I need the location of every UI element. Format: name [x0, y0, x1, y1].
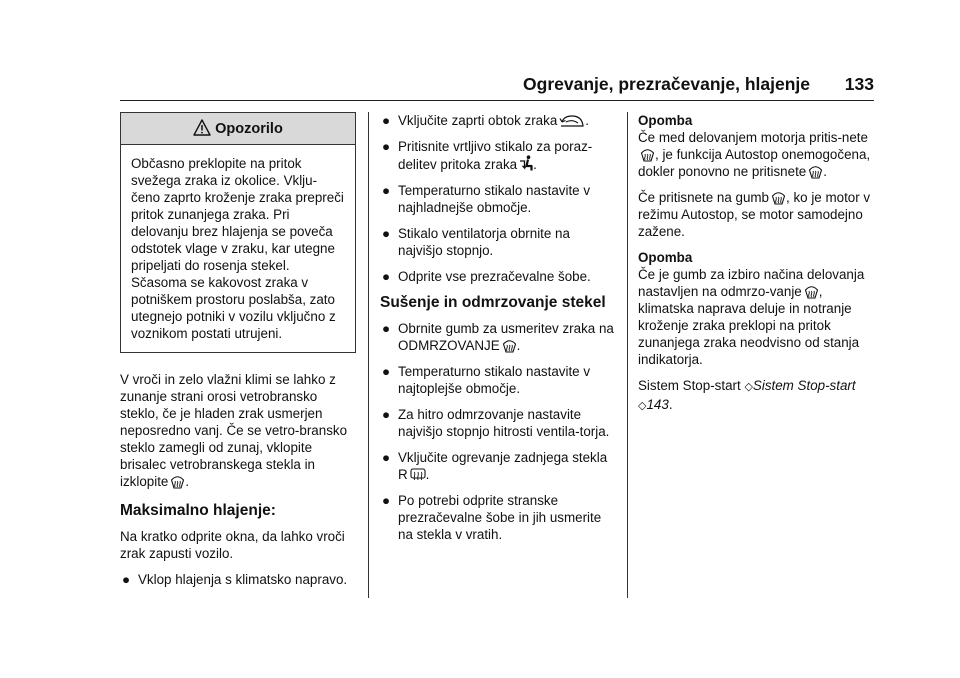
note-text-part: , je funkcija Autostop onemogočena, dokler ponovno ne pritisnete	[638, 147, 871, 179]
list-item	[380, 225, 616, 259]
list-item	[380, 320, 616, 354]
punct: .	[185, 474, 190, 489]
list-item	[380, 268, 616, 285]
rear-window-defrost-icon	[410, 467, 426, 482]
list-item	[380, 112, 616, 129]
airflow-floor-icon	[519, 155, 533, 172]
note-text	[638, 129, 874, 180]
bullet: ●	[382, 321, 391, 336]
reference-arrow-icon: ◇	[744, 381, 753, 393]
list-item	[380, 406, 616, 440]
list-item-text: Vključite ogrevanje zadnjega stekla R	[398, 450, 608, 482]
punct: .	[425, 467, 430, 482]
bullet: ●	[382, 493, 391, 508]
windshield-defrost-icon	[502, 337, 517, 353]
recirculation-icon	[559, 114, 585, 128]
column-right	[638, 112, 874, 424]
bullet: ●	[382, 226, 391, 241]
bullet: ●	[382, 139, 391, 154]
note-text-part: Če med delovanjem motorja pritis-nete	[638, 130, 868, 145]
punct: .	[516, 338, 521, 353]
note-title: Opomba	[638, 250, 693, 265]
heading-drying-defrosting: Sušenje in odmrzovanje stekel	[380, 294, 606, 311]
paragraph-text: , ko je motor v režimu Autostop, se motor samodejno zažene.	[638, 190, 871, 239]
list-item	[380, 363, 616, 397]
reference-text: Sistem Stop-start	[638, 378, 741, 393]
list-item-text: Obrnite gumb za usmeritev zraka na ODMRZOVANJE	[398, 321, 614, 353]
list-item	[380, 449, 616, 483]
list-item	[380, 182, 616, 216]
list-item-text: Po potrebi odprite stranske prezračevalne šobe in jih usmerite na stekla v vratih.	[398, 493, 602, 542]
warning-header	[121, 113, 355, 145]
warning-title: Opozorilo	[215, 121, 283, 137]
note-text	[638, 266, 874, 368]
page-section-title: Ogrevanje, prezračevanje, hlajenje	[523, 74, 810, 94]
reference-link[interactable]: Sistem Stop-start	[752, 378, 856, 393]
note-text-part: Če je gumb za izbiro načina delovanja nastavljen na odmrzo-vanje	[638, 267, 865, 299]
windshield-defrost-icon	[771, 189, 786, 205]
bullet: ●	[382, 407, 391, 422]
paragraph-text: V vroči in zelo vlažni klimi se lahko z zunanje strani orosi vetrobransko steklo, če je hladen zrak usmerjen neposredno vanj. Če se vetro-bransko steklo zamegli od zunaj, vklopite brisalec vetrobranskega stekla in izklopite	[120, 372, 348, 489]
list-item-text: Temperaturno stikalo nastavite v najtoplejše območje.	[398, 364, 591, 396]
note-text-part: , klimatska naprava deluje in notranje kroženje zraka preklopi na pritok zunanjega zraka neodvisno od stanja indikatorja.	[638, 284, 860, 367]
warning-triangle-icon	[193, 119, 211, 136]
windshield-defrost-icon	[808, 163, 823, 179]
windshield-defrost-icon	[640, 146, 655, 162]
paragraph-autostop	[638, 189, 874, 240]
punct: .	[585, 113, 590, 128]
bullet: ●	[382, 450, 391, 465]
bullet: ●	[382, 269, 391, 284]
column-divider-1	[368, 112, 369, 598]
paragraph-text: Če pritisnete na gumb	[638, 190, 770, 205]
bullet: ●	[122, 572, 131, 587]
list-item	[120, 571, 356, 588]
column-divider-2	[627, 112, 628, 598]
warning-text: Občasno preklopite na pritok svežega zraka iz okolice. Vklju-čeno zaprto kroženje zraka prepreči pritok zunanjega zraka. Pri delovanju brez hlajenja se poveča odstotek vlage v zraku, kar utegne pripeljati do rosenja stekel. Sčasoma se kakovost zraka v potniškem prostoru poslabša, zato utegnejo potniki v vozilu vključno z voznikom postati utrujeni.	[131, 156, 344, 341]
list-item-text: Vklop hlajenja s klimatsko napravo.	[138, 572, 348, 587]
cross-reference	[638, 377, 874, 415]
page-header	[120, 70, 874, 101]
page-number: 133	[844, 74, 874, 94]
reference-page[interactable]: 143	[646, 397, 669, 412]
list-item-text: Pritisnite vrtljivo stikalo za poraz-delitev pritoka zraka	[398, 139, 593, 172]
list-item-text: Vključite zaprti obtok zraka	[398, 113, 558, 128]
list-item-text: Odprite vse prezračevalne šobe.	[398, 269, 591, 284]
bullet: ●	[382, 183, 391, 198]
bullet: ●	[382, 364, 391, 379]
list-item	[380, 138, 616, 173]
punct: .	[823, 164, 827, 179]
column-middle	[380, 112, 616, 552]
windshield-defrost-icon	[804, 283, 819, 299]
punct: .	[668, 397, 673, 412]
heading-max-cooling: Maksimalno hlajenje:	[120, 502, 276, 519]
reference-arrow-icon: ◇	[638, 400, 647, 412]
paragraph-open-windows: Na kratko odprite okna, da lahko vroči zrak zapusti vozilo.	[120, 529, 345, 561]
punct: .	[533, 157, 537, 172]
bullet: ●	[382, 113, 391, 128]
column-left	[120, 112, 356, 597]
list-item-text: Temperaturno stikalo nastavite v najhladnejše območje.	[398, 183, 591, 215]
list-item-text: Stikalo ventilatorja obrnite na najvišjo stopnjo.	[398, 226, 570, 258]
windshield-defrost-icon	[170, 473, 185, 489]
note-title: Opomba	[638, 113, 693, 128]
paragraph-humid-climate	[120, 371, 356, 490]
list-item	[380, 492, 616, 543]
warning-box	[120, 112, 356, 353]
list-item-text: Za hitro odmrzovanje nastavite najvišjo stopnjo hitrosti ventila-torja.	[398, 407, 610, 439]
